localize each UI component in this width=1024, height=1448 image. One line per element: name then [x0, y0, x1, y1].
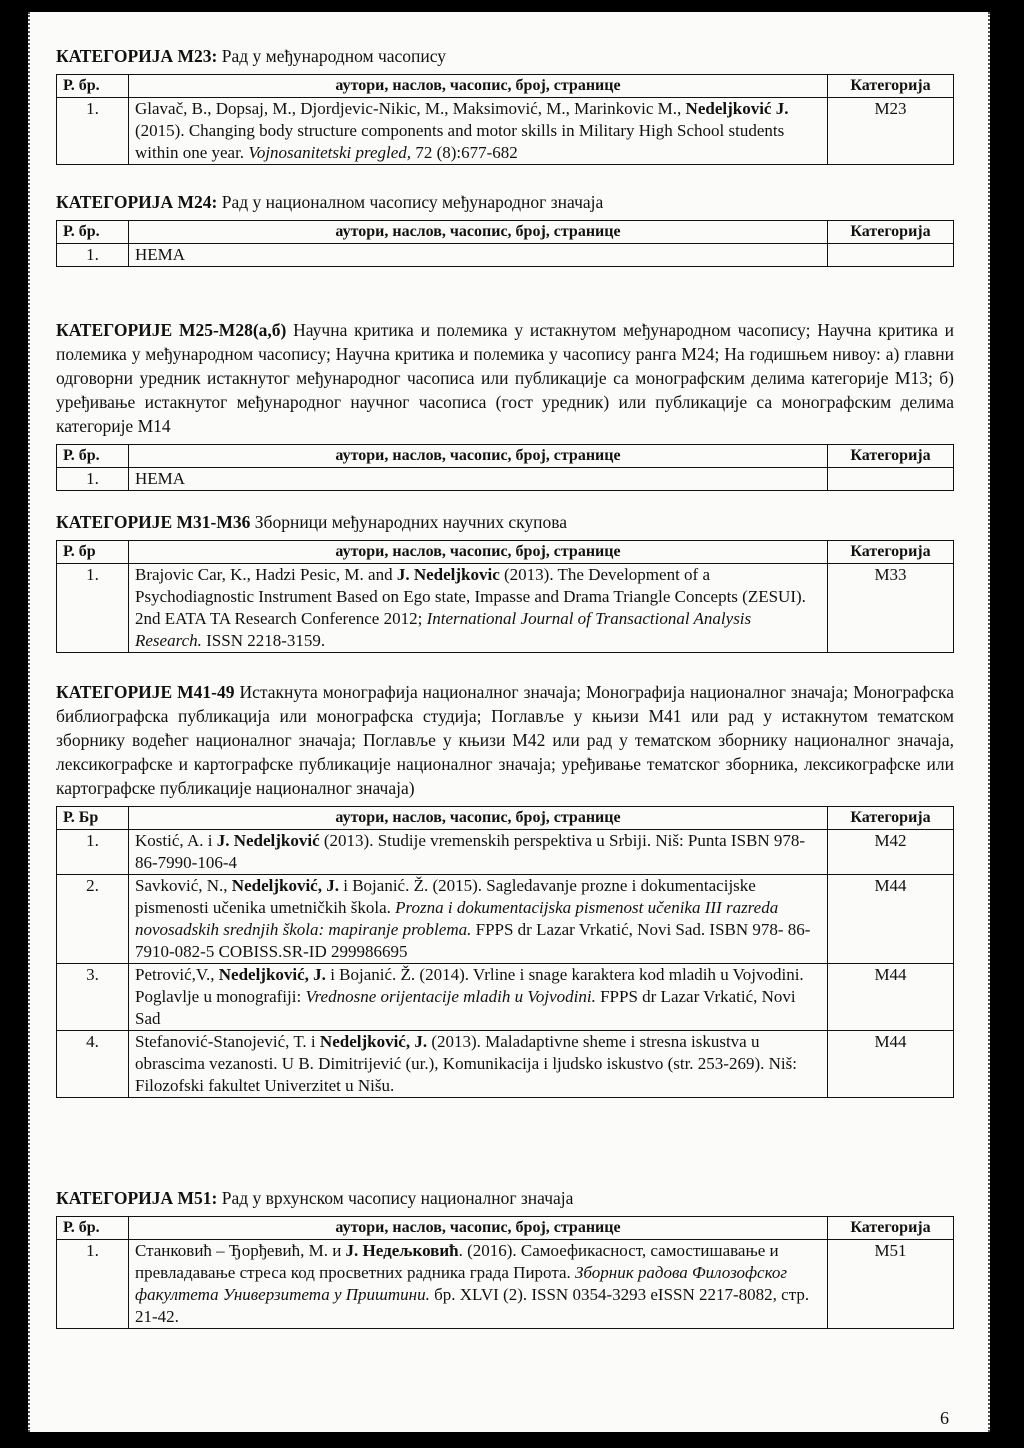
table-header-row [57, 75, 954, 98]
header-reference: аутори, наслов, часопис, број, странице [129, 807, 828, 830]
author-bold: Nedeljković, J. [218, 965, 326, 984]
reference-text [129, 244, 828, 267]
table-header-row [57, 221, 954, 244]
category-value [828, 468, 954, 491]
section-heading [56, 190, 954, 214]
category-title: Рад у међународном часопису [221, 46, 447, 66]
author-bold: Nedeljković J. [685, 99, 789, 118]
table-row [57, 964, 954, 1031]
author-bold: J. Nedeljković [216, 831, 320, 850]
references-table [56, 1216, 954, 1329]
section-heading [56, 510, 954, 534]
references-table [56, 74, 954, 165]
source-italic: Vojnosanitetski pregled, [248, 143, 412, 162]
source-italic: Зборник радова Филозофског факултета Универзитета у Приштини. [135, 1263, 788, 1304]
header-category: Категорија [828, 807, 954, 830]
category-code: КАТЕГОРИЈА M23: [56, 46, 218, 66]
row-number: 3. [57, 964, 129, 1031]
category-value: M51 [828, 1240, 954, 1329]
header-category: Категорија [828, 1217, 954, 1240]
reference-text [129, 964, 828, 1031]
category-value: M42 [828, 830, 954, 875]
row-number: 1. [57, 98, 129, 165]
category-code: КАТЕГОРИЈЕ M31-M36 [56, 512, 251, 532]
author-bold: J. Nedeljkovic [396, 565, 500, 584]
reference-part: i Bojanić. Ž. (2014). Vrline i snage karaktera kod mladih u Vojvodini. Poglavlje u monografiji: [135, 965, 804, 1006]
reference-text [129, 98, 828, 165]
references-table [56, 806, 954, 1098]
category-value: M44 [828, 964, 954, 1031]
reference-part: FPPS dr Lazar Vrkatić, Novi Sad. ISBN 978- 86-7910-082-5 COBISS.SR-ID 299986695 [135, 920, 811, 961]
reference-part: Stefanović-Stanojević, T. i [135, 1032, 320, 1051]
reference-text [129, 1031, 828, 1098]
reference-text [129, 468, 828, 491]
header-category: Категорија [828, 221, 954, 244]
row-number: 1. [57, 468, 129, 491]
section-m51 [56, 1186, 954, 1329]
header-reference: аутори, наслов, часопис, број, странице [129, 541, 828, 564]
header-category: Категорија [828, 445, 954, 468]
author-bold: Nedeljković, J. [319, 1032, 428, 1051]
table-row [57, 564, 954, 653]
section-m25-m28 [56, 318, 954, 491]
category-code: КАТЕГОРИЈА M24: [56, 192, 218, 212]
table-row [57, 98, 954, 165]
category-value: M44 [828, 1031, 954, 1098]
page-number: 6 [940, 1408, 949, 1428]
reference-part: Станковић – Ђорђевић, М. и [135, 1241, 346, 1260]
reference-part: (2013). Studije vremenskih perspektiva u Srbiji. Niš: Punta ISBN 978-86-7990-106-4 [135, 831, 806, 872]
table-row [57, 468, 954, 491]
reference-part: (2015). Changing body structure components and motor skills in Military High School students within one year. [135, 121, 785, 162]
table-header-row [57, 445, 954, 468]
table-row [57, 1031, 954, 1098]
reference-part: i Bojanić. Ž. (2015). Sagledavanje prozne i dokumentacijske pismenosti učenika umetničkih škola. [135, 876, 756, 917]
category-value: M23 [828, 98, 954, 165]
reference-part: бр. XLVI (2). ISSN 0354-3293 eISSN 2217-8082, стр. 21-42. [135, 1285, 810, 1326]
header-number: Р. бр. [57, 75, 129, 98]
header-reference: аутори, наслов, часопис, број, странице [129, 445, 828, 468]
section-heading [56, 44, 954, 68]
source-italic: Prozna i dokumentacijska pismenost učenika III razreda novosadskih srednjih škola: mapiranje problema. [135, 898, 779, 939]
category-code: КАТЕГОРИЈА M51: [56, 1188, 218, 1208]
header-reference: аутори, наслов, часопис, број, странице [129, 221, 828, 244]
category-title: Рад у националном часопису међународног значаја [221, 192, 604, 212]
category-value [828, 244, 954, 267]
reference-part: Savković, N., [135, 876, 232, 895]
reference-part: . (2016). Самоефикасност, самостишавање и превладавање стреса код просветних радника града Пирота. [135, 1241, 779, 1282]
header-number: Р. бр. [57, 221, 129, 244]
references-table [56, 220, 954, 267]
reference-text [129, 875, 828, 964]
category-title: Научна критика и полемика у истакнутом међународном часопису; Научна критика и полемика у међународном часопису; Научна критика и полемика у часопису ранга M24; На годишњем нивоу: а) главни одговорни уредник истакнутог међународног часописа или публикације са монографским делима категорије M13; б) уређивање истакнутог међународног научног часописа (гост уредник) или публикације са монографским делима категорије M14 [56, 320, 955, 436]
reference-part: ISSN 2218-3159. [201, 631, 326, 650]
author-bold: Nedeljković, J. [231, 876, 339, 895]
reference-part: (2013). Maladaptivne sheme i stresna iskustva u obrascima vezanosti. U B. Dimitrijević (ur.), Komunikacija i ljudsko iskustvo (str. 253-269). Niš: Filozofski fakultet Univerzitet u Nišu. [135, 1032, 797, 1095]
source-italic: Vrednosne orijentacije mladih u Vojvodini. [305, 987, 596, 1006]
header-number: Р. Бр [57, 807, 129, 830]
row-number: 1. [57, 564, 129, 653]
section-m31-m36 [56, 510, 954, 653]
table-header-row [57, 807, 954, 830]
section-m41-49 [56, 680, 954, 1098]
row-number: 1. [57, 830, 129, 875]
reference-text [129, 830, 828, 875]
references-table [56, 540, 954, 653]
reference-part: Kostić, A. i [135, 831, 217, 850]
reference-part: НЕМА [135, 245, 186, 264]
category-title: Истакнута монографија националног значаја; Монографија националног значаја; Монографска библиографска публикација или монографска студија; Поглавље у књизи M41 или рад у истакнутом тематском зборнику водећег националног значаја; Поглавље у књизи M42 или рад у тематском зборнику националног значаја, лексикографске и картографске публикације националног значаја; уређивање тематског зборника, лексикографске или картографске публикације националног значаја) [56, 682, 955, 798]
category-value: M33 [828, 564, 954, 653]
reference-text [129, 564, 828, 653]
header-number: Р. бр. [57, 445, 129, 468]
header-number: Р. бр. [57, 1217, 129, 1240]
section-heading [56, 318, 954, 438]
reference-part: Brajovic Car, K., Hadzi Pesic, M. and [135, 565, 397, 584]
section-m24 [56, 190, 954, 267]
category-title: Рад у врхунском часопису националног значаја [221, 1188, 574, 1208]
category-code: КАТЕГОРИЈЕ M41-49 [56, 682, 235, 702]
header-number: Р. бр [57, 541, 129, 564]
section-heading [56, 680, 954, 800]
reference-part: НЕМА [135, 469, 186, 488]
section-heading [56, 1186, 954, 1210]
author-bold: Ј. Недељковић [345, 1241, 459, 1260]
row-number: 1. [57, 1240, 129, 1329]
header-category: Категорија [828, 541, 954, 564]
table-row [57, 830, 954, 875]
section-m23 [56, 44, 954, 165]
row-number: 2. [57, 875, 129, 964]
reference-part: Glavač, B., Dopsaj, M., Djordjevic-Nikic, M., Maksimović, M., Marinkovic M., [135, 99, 686, 118]
category-code: КАТЕГОРИЈЕ M25-M28(а,б) [56, 320, 287, 340]
table-header-row [57, 1217, 954, 1240]
table-row [57, 244, 954, 267]
reference-part: 72 (8):677-682 [411, 143, 518, 162]
row-number: 4. [57, 1031, 129, 1098]
row-number: 1. [57, 244, 129, 267]
reference-part: Petrović,V., [135, 965, 219, 984]
table-row [57, 875, 954, 964]
table-header-row [57, 541, 954, 564]
category-title: Зборници међународних научних скупова [254, 512, 568, 532]
category-value: M44 [828, 875, 954, 964]
reference-text [129, 1240, 828, 1329]
references-table [56, 444, 954, 491]
source-italic: International Journal of Transactional Analysis Research. [135, 609, 752, 650]
header-category: Категорија [828, 75, 954, 98]
table-row [57, 1240, 954, 1329]
reference-part: FPPS dr Lazar Vrkatić, Novi Sad [135, 987, 796, 1028]
header-reference: аутори, наслов, часопис, број, странице [129, 1217, 828, 1240]
reference-part: (2013). The Development of a Psychodiagnostic Instrument Based on Ego state, Impasse and Drama Triangle Concepts (ZESUI). 2nd EATA TA Research Conference 2012; [135, 565, 806, 628]
header-reference: аутори, наслов, часопис, број, странице [129, 75, 828, 98]
